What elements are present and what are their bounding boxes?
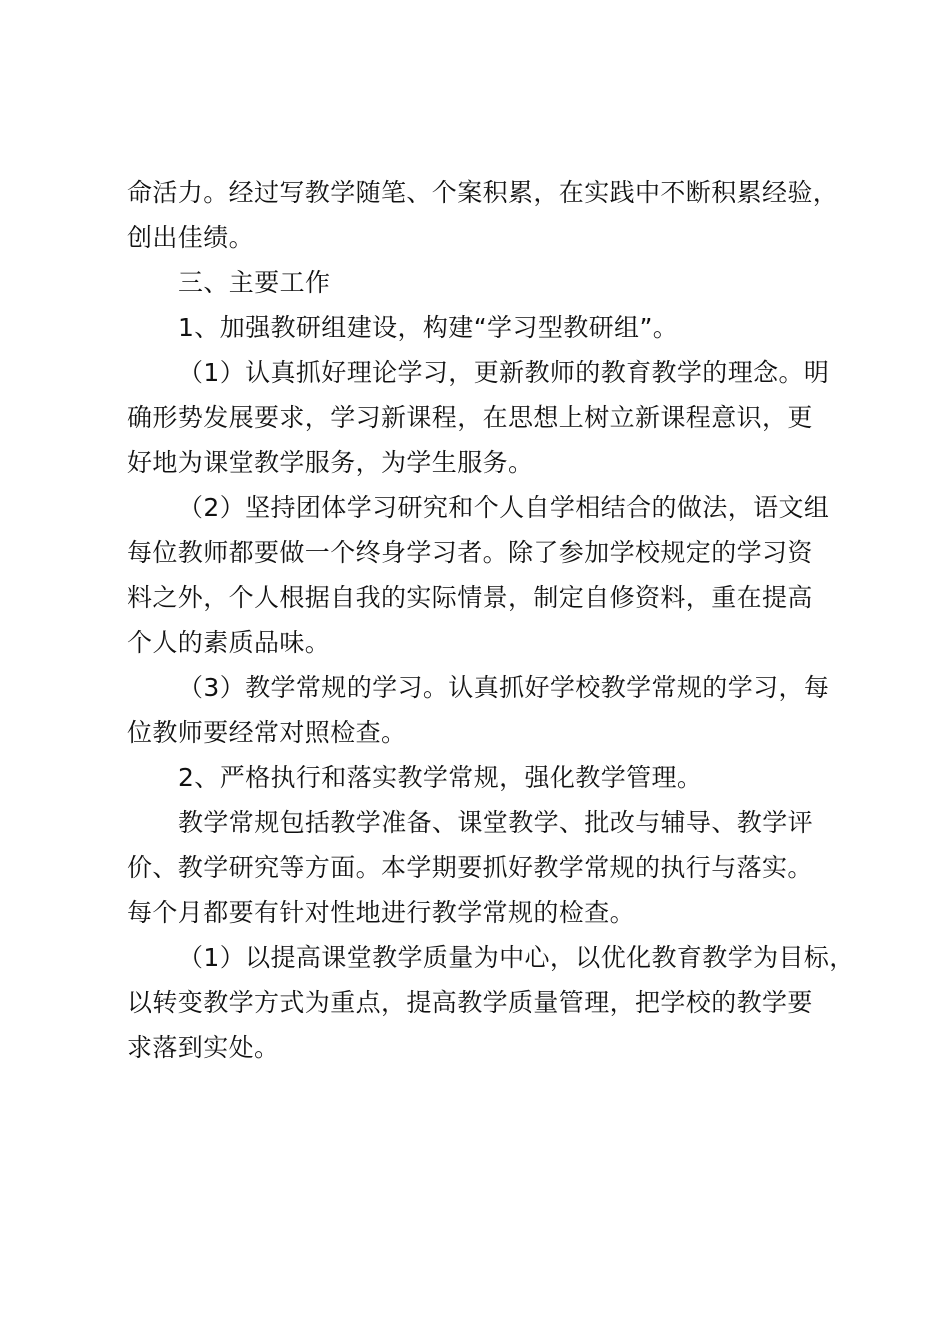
text-line: （2）坚持团体学习研究和个人自学相结合的做法，语文组 <box>178 493 830 522</box>
text-line: 料之外，个人根据自我的实际情景，制定自修资料，重在提高 <box>127 583 813 612</box>
subsection-heading: 1、加强教研组建设，构建“学习型教研组”。 <box>178 313 679 342</box>
text-line: 教学常规包括教学准备、课堂教学、批改与辅导、教学评 <box>178 808 814 837</box>
section-heading: 三、主要工作 <box>178 268 331 297</box>
text-line: （1）以提高课堂教学质量为中心，以优化教育教学为目标， <box>178 943 855 972</box>
subsection-heading: 2、严格执行和落实教学常规，强化教学管理。 <box>178 763 703 792</box>
text-line: （1）认真抓好理论学习，更新教师的教育教学的理念。明 <box>178 358 830 387</box>
text-line: 每位教师都要做一个终身学习者。除了参加学校规定的学习资 <box>127 538 813 567</box>
text-line: 确形势发展要求，学习新课程，在思想上树立新课程意识，更 <box>127 403 813 432</box>
text-line: 位教师要经常对照检查。 <box>127 718 407 747</box>
text-line: 以转变教学方式为重点，提高教学质量管理，把学校的教学要 <box>127 988 813 1017</box>
text-line: 求落到实处。 <box>127 1033 280 1062</box>
text-line: 每个月都要有针对性地进行教学常规的检查。 <box>127 898 636 927</box>
text-line: 创出佳绩。 <box>127 223 255 252</box>
text-line: 好地为课堂教学服务，为学生服务。 <box>127 448 534 477</box>
text-line: （3）教学常规的学习。认真抓好学校教学常规的学习，每 <box>178 673 830 702</box>
text-line: 命活力。经过写教学随笔、个案积累，在实践中不断积累经验， <box>127 178 839 207</box>
text-line: 价、教学研究等方面。本学期要抓好教学常规的执行与落实。 <box>127 853 813 882</box>
text-line: 个人的素质品味。 <box>127 628 331 657</box>
